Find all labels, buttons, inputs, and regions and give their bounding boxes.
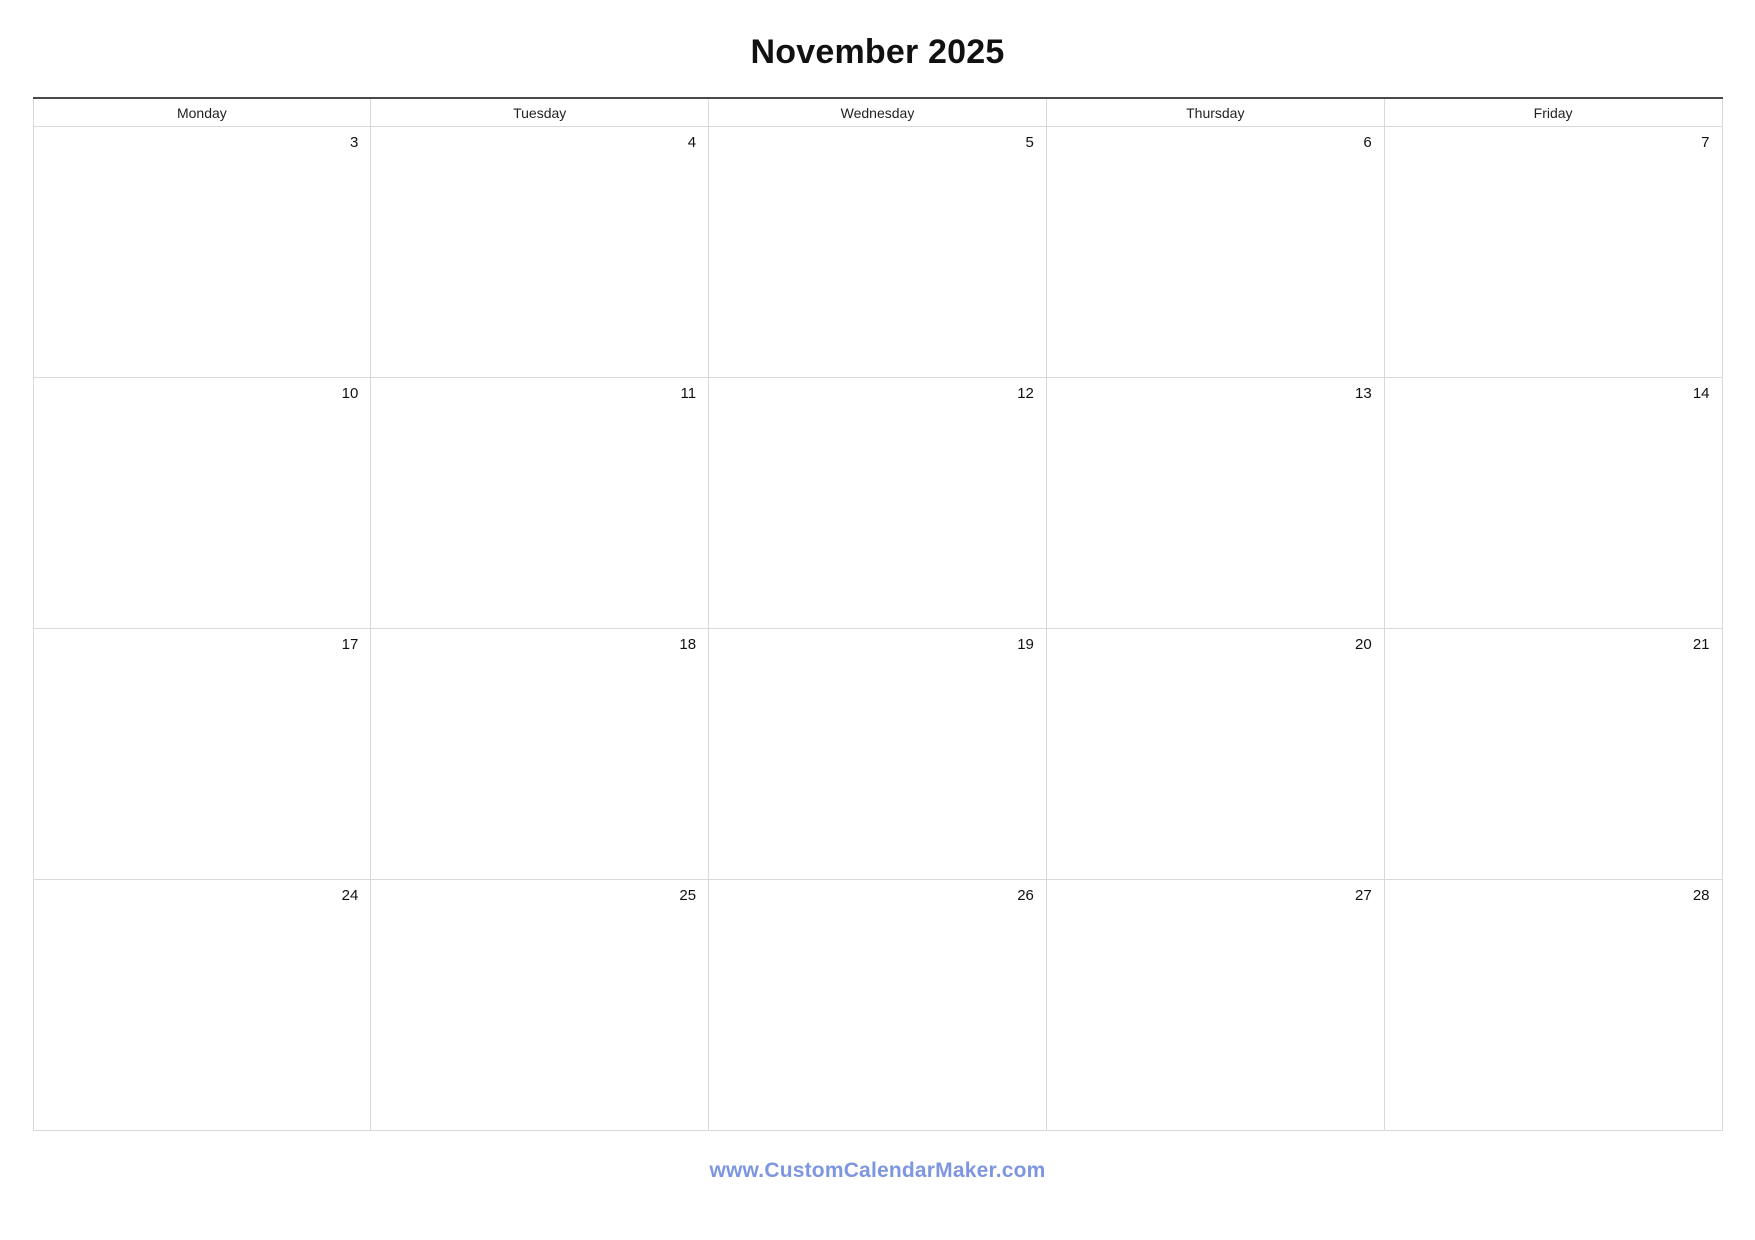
day-cell[interactable]: [33, 127, 371, 378]
day-number: 24: [341, 887, 359, 905]
day-cell[interactable]: [371, 880, 709, 1131]
weekday-header-thursday: Thursday: [1046, 98, 1384, 127]
day-number: 28: [1692, 887, 1710, 905]
day-number: 25: [679, 887, 697, 905]
day-number: 13: [1355, 385, 1372, 403]
calendar-grid: [33, 97, 1723, 1131]
day-cell[interactable]: [1046, 880, 1384, 1131]
calendar-week-row: [33, 629, 1722, 880]
day-cell[interactable]: [1384, 629, 1722, 880]
day-cell[interactable]: [709, 127, 1047, 378]
day-number: 10: [341, 385, 359, 403]
day-cell[interactable]: [709, 629, 1047, 880]
day-cell[interactable]: [371, 629, 709, 880]
calendar-body: [33, 127, 1722, 1131]
day-number: 14: [1692, 385, 1710, 403]
weekday-header-friday: Friday: [1384, 98, 1722, 127]
day-cell[interactable]: [1384, 880, 1722, 1131]
day-number: 5: [1025, 134, 1034, 152]
day-cell[interactable]: [371, 127, 709, 378]
day-number: 26: [1017, 887, 1034, 905]
day-number: 6: [1363, 134, 1372, 152]
day-number: 7: [1701, 134, 1710, 152]
day-cell[interactable]: [1384, 127, 1722, 378]
day-cell[interactable]: [33, 378, 371, 629]
day-cell[interactable]: [1384, 378, 1722, 629]
day-number: 11: [680, 385, 697, 403]
calendar-week-row: [33, 378, 1722, 629]
day-cell[interactable]: [33, 880, 371, 1131]
calendar-table: [33, 97, 1723, 1131]
day-number: 27: [1355, 887, 1372, 905]
day-cell[interactable]: [1046, 127, 1384, 378]
footer: [0, 1159, 1755, 1183]
day-cell[interactable]: [1046, 378, 1384, 629]
weekday-header-tuesday: Tuesday: [371, 98, 709, 127]
day-cell[interactable]: [371, 378, 709, 629]
weekday-header-monday: Monday: [33, 98, 371, 127]
weekday-header-wednesday: Wednesday: [709, 98, 1047, 127]
page-title: November 2025: [750, 33, 1005, 71]
day-number: 20: [1355, 636, 1372, 654]
day-cell[interactable]: [33, 629, 371, 880]
calendar-week-row: [33, 880, 1722, 1131]
calendar-header-row: [33, 98, 1722, 127]
footer-website-link[interactable]: www.CustomCalendarMaker.com: [709, 1159, 1046, 1183]
day-cell[interactable]: [1046, 629, 1384, 880]
day-number: 3: [349, 134, 359, 152]
calendar-week-row: [33, 127, 1722, 378]
day-cell[interactable]: [709, 378, 1047, 629]
day-cell[interactable]: [709, 880, 1047, 1131]
day-number: 21: [1692, 636, 1710, 654]
day-number: 17: [341, 636, 359, 654]
day-number: 4: [687, 134, 697, 152]
day-number: 18: [679, 636, 697, 654]
day-number: 19: [1017, 636, 1034, 654]
day-number: 12: [1017, 385, 1034, 403]
